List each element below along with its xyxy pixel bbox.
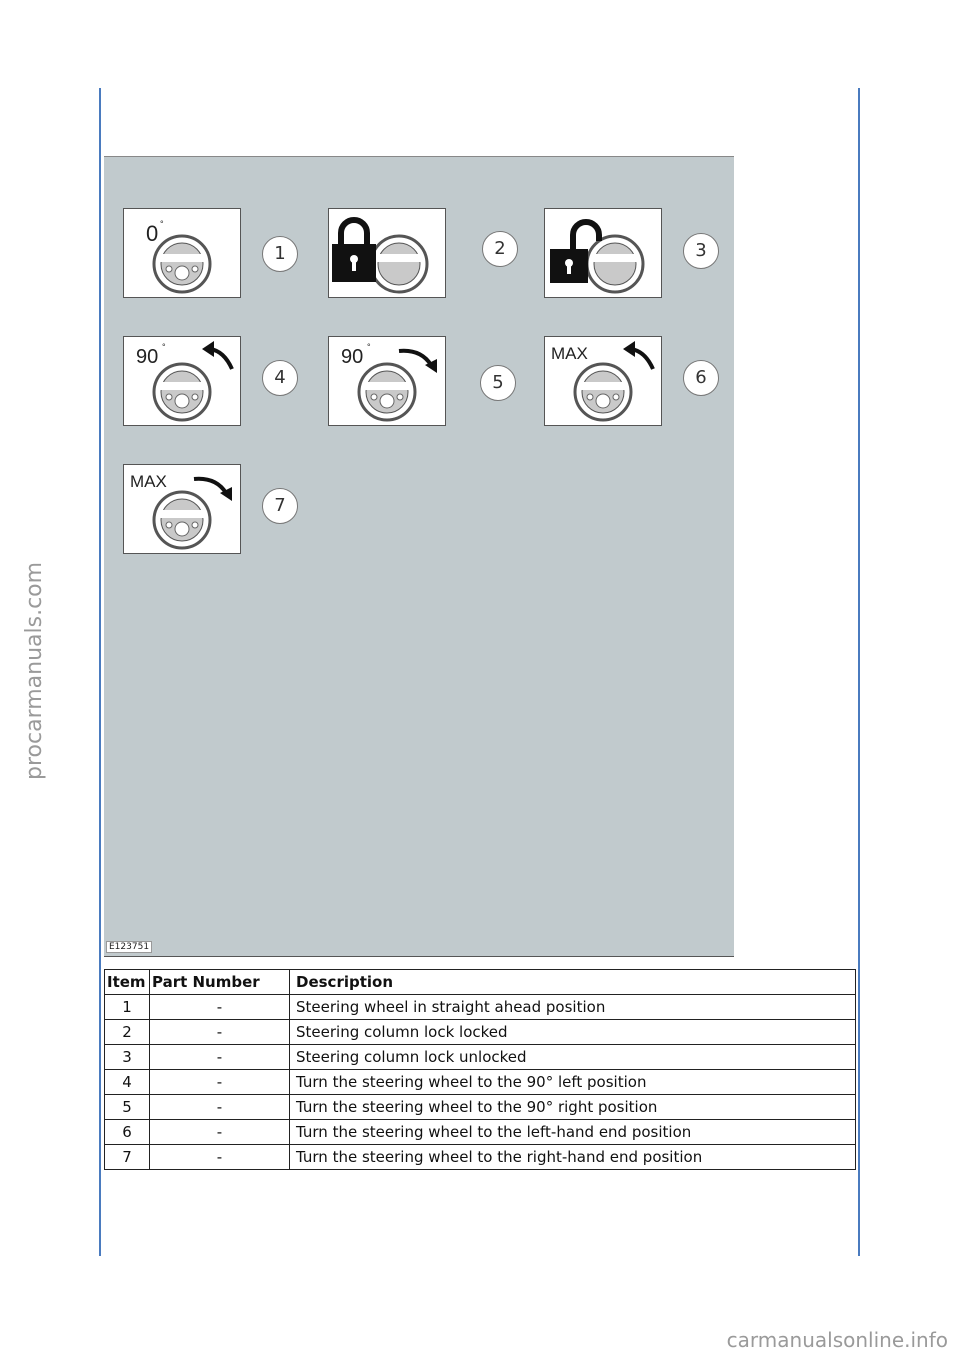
row-description: Turn the steering wheel to the 90° right position	[290, 1095, 856, 1120]
row-part-number: -	[150, 1095, 290, 1120]
row-description: Steering column lock locked	[290, 1020, 856, 1045]
rotate-left-arrow-icon	[124, 337, 240, 425]
row-item: 7	[105, 1145, 150, 1170]
callout-7-number: 7	[274, 495, 286, 516]
callout-2	[482, 231, 518, 267]
row-part-number: -	[150, 1020, 290, 1045]
callout-3	[683, 233, 719, 269]
table-row	[105, 1120, 856, 1145]
row-part-number: -	[150, 1045, 290, 1070]
panel-lock-unlocked	[544, 208, 662, 298]
header-item: Item	[105, 970, 150, 995]
callout-1	[262, 236, 298, 272]
panel-lock-locked	[328, 208, 446, 298]
row-description: Turn the steering wheel to the 90° left position	[290, 1070, 856, 1095]
row-part-number: -	[150, 1120, 290, 1145]
header-part-number: Part Number	[150, 970, 290, 995]
row-item: 1	[105, 995, 150, 1020]
parts-table	[104, 969, 856, 1170]
bottom-watermark: carmanualsonline.info	[726, 1328, 948, 1352]
table-row	[105, 995, 856, 1020]
panel-6-label: MAX	[551, 344, 588, 363]
panel-5-degree: °	[367, 342, 371, 352]
callout-4	[262, 360, 298, 396]
table-row	[105, 1020, 856, 1045]
header-description: Description	[290, 970, 856, 995]
row-part-number: -	[150, 1070, 290, 1095]
callout-4-number: 4	[274, 367, 286, 388]
panel-5-label: 90	[341, 346, 364, 368]
row-part-number: -	[150, 1145, 290, 1170]
callout-5	[480, 365, 516, 401]
callout-7	[262, 488, 298, 524]
panel-1-degree: °	[160, 219, 164, 229]
callout-3-number: 3	[695, 240, 707, 261]
callout-5-number: 5	[492, 372, 504, 393]
panel-max-right	[123, 464, 241, 554]
rotate-right-arrow-icon	[329, 337, 445, 425]
row-description: Turn the steering wheel to the right-hand end position	[290, 1145, 856, 1170]
table-row	[105, 1145, 856, 1170]
table-header-row	[105, 970, 856, 995]
callout-6	[683, 360, 719, 396]
panel-1-label: 0	[146, 221, 159, 246]
row-part-number: -	[150, 995, 290, 1020]
row-description: Steering column lock unlocked	[290, 1045, 856, 1070]
steering-positions-figure	[104, 156, 734, 957]
callout-6-number: 6	[695, 367, 707, 388]
panel-straight-ahead	[123, 208, 241, 298]
panel-90-right	[328, 336, 446, 426]
panel-90-left	[123, 336, 241, 426]
callout-2-number: 2	[494, 238, 506, 259]
right-margin-rule	[858, 88, 860, 1256]
rotate-left-arrow-icon	[545, 337, 661, 425]
padlock-locked-icon	[329, 209, 445, 297]
row-description: Steering wheel in straight ahead position	[290, 995, 856, 1020]
panel-max-left	[544, 336, 662, 426]
callout-1-number: 1	[274, 243, 286, 264]
padlock-unlocked-icon	[545, 209, 661, 297]
row-description: Turn the steering wheel to the left-hand end position	[290, 1120, 856, 1145]
row-item: 4	[105, 1070, 150, 1095]
rotate-right-arrow-icon	[124, 465, 240, 553]
table-row	[105, 1070, 856, 1095]
side-watermark: procarmanuals.com	[22, 561, 47, 780]
steering-wheel-straight-icon	[124, 209, 240, 297]
table-row	[105, 1045, 856, 1070]
table-row	[105, 1095, 856, 1120]
figure-code: E123751	[106, 941, 152, 953]
panel-4-label: 90	[136, 346, 159, 368]
row-item: 6	[105, 1120, 150, 1145]
row-item: 5	[105, 1095, 150, 1120]
panel-4-degree: °	[162, 342, 166, 352]
panel-7-label: MAX	[130, 472, 167, 491]
left-margin-rule	[99, 88, 101, 1256]
row-item: 3	[105, 1045, 150, 1070]
row-item: 2	[105, 1020, 150, 1045]
